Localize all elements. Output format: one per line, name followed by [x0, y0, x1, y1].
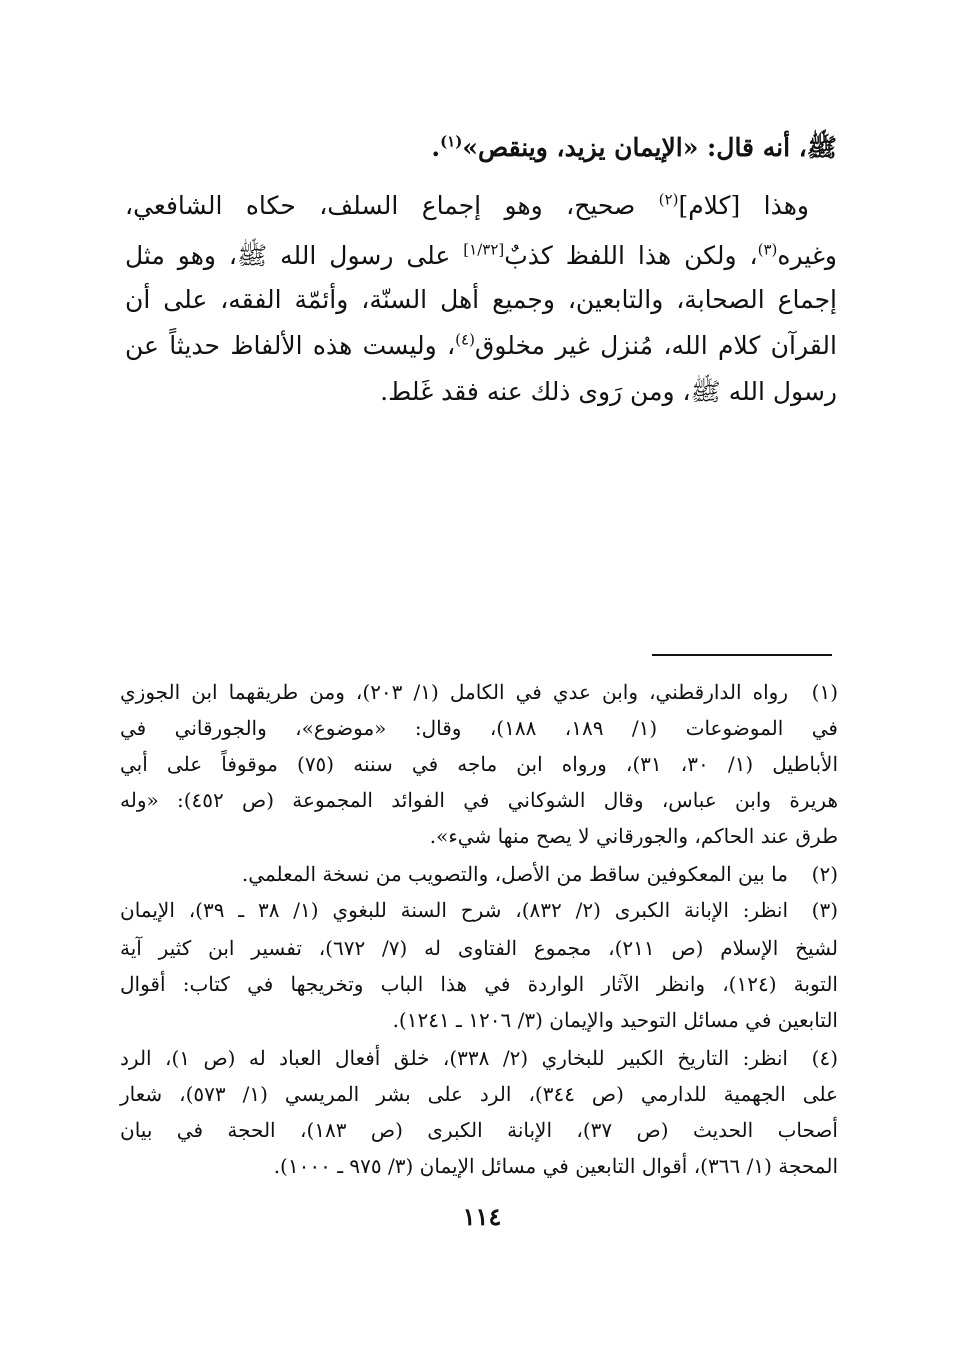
footnote-separator [652, 654, 832, 656]
footnote-ref-3[interactable]: (٣) [757, 240, 778, 259]
hadith-end: . [431, 133, 441, 162]
footnote-line: ما بين المعكوفين ساقط من الأصل، والتصويب من نسخة المعلمي. [241, 862, 788, 886]
footnote-ref-4[interactable]: (٤) [455, 330, 475, 349]
page-number: ١١٤ [462, 1202, 502, 1231]
text-run: ، وليست هذه الألفاظ حديثاً عن [125, 331, 456, 360]
text-run: ، ولكن هذا اللفظ كذبٌ [504, 241, 758, 270]
footnote-number: (٤) [811, 1046, 838, 1070]
text-run: صحيح، وهو إجماع السلف، حكاه الشافعي، [125, 191, 659, 220]
footnote-line: على الجهمية للدارمي (ص ٣٤٤)، الرد على بشر المريسي (١/ ٥٧٣)، شعار [120, 1082, 838, 1106]
footnote-line: لشيخ الإسلام (ص ٢١١)، مجموع الفتاوى له (٧/ ٦٧٢)، تفسير ابن كثير آية [120, 936, 838, 960]
footnote-line: أصحاب الحديث (ص ٣٧)، الإبانة الكبرى (ص ١٨٣)، الحجة في بيان [120, 1118, 838, 1142]
footnote-line: انظر: الإبانة الكبرى (٢/ ٨٣٢)، شرح السنة للبغوي (١/ ٣٨ ـ ٣٩)، الإيمان [120, 898, 789, 922]
footnote-line: الأباطيل (١/ ٣٠، ٣١)، ورواه ابن ماجه في سننه (٧٥) موقوفاً على أبي [120, 752, 839, 776]
footnote-number: (٣) [811, 898, 838, 922]
hadith-text: ﷺ، أنه قال: «الإيمان يزيد، وينقص» [462, 133, 837, 162]
footnote-line: التوبة (١٢٤)، وانظر الآثار الواردة في هذا الباب وتخريجها في كتاب: أقوال [120, 972, 838, 996]
footnote-line: التابعين في مسائل التوحيد والإيمان (٣/ ١٢٠٦ ـ ١٢٤١). [392, 1008, 838, 1032]
text-run: وهذا [كلام] [678, 191, 810, 220]
text-run: على رسول الله ﷺ، وهو مثل [125, 241, 464, 270]
footnote-ref-1[interactable]: (١) [440, 132, 463, 151]
footnote-line: رواه الدارقطني، وابن عدي في الكامل (١/ ٢٠٣)، ومن طريقهما ابن الجوزي [120, 680, 788, 704]
footnote-number: (١) [811, 680, 838, 704]
text-run: رسول الله ﷺ، ومن رَوى ذلك عنه فقد غَلط. [380, 377, 837, 406]
hadith-line [125, 128, 837, 168]
paragraph-line-1 [125, 186, 809, 226]
paragraph-line-5 [125, 372, 837, 412]
paragraph-line-4 [125, 326, 837, 366]
footnote-line: هريرة وابن عباس، وقال الشوكاني في الفوائد المجموعة (ص ٤٥٢): «وله [120, 788, 838, 812]
footnote-ref-2[interactable]: (٢) [658, 190, 679, 209]
original-page-marker: [١/٣٢] [463, 240, 505, 259]
footnote-line: المحجة (١/ ٣٦٦)، أقوال التابعين في مسائل الإيمان (٣/ ٩٧٥ ـ ١٠٠٠). [273, 1154, 838, 1178]
footnote-line: في الموضوعات (١/ ١٨٩، ١٨٨)، وقال: «موضوع»، والجورقاني في [120, 716, 838, 740]
text-run: إجماع الصحابة، والتابعين، وجميع أهل السنّة، وأئمّة الفقه، على أن [125, 285, 837, 314]
footnote-number: (٢) [811, 862, 838, 886]
footnote-line: انظر: التاريخ الكبير للبخاري (٢/ ٣٣٨)، خلق أفعال العباد له (ص ١)، الرد [120, 1046, 788, 1070]
text-run: القرآن كلام الله، مُنزل غير مخلوق [474, 331, 837, 360]
footnote-line: طرق عند الحاكم، والجورقاني لا يصح منها شيء». [429, 824, 838, 848]
paragraph-line-2 [125, 236, 837, 276]
text-run: وغيره [777, 241, 837, 270]
paragraph-line-3 [125, 280, 837, 320]
